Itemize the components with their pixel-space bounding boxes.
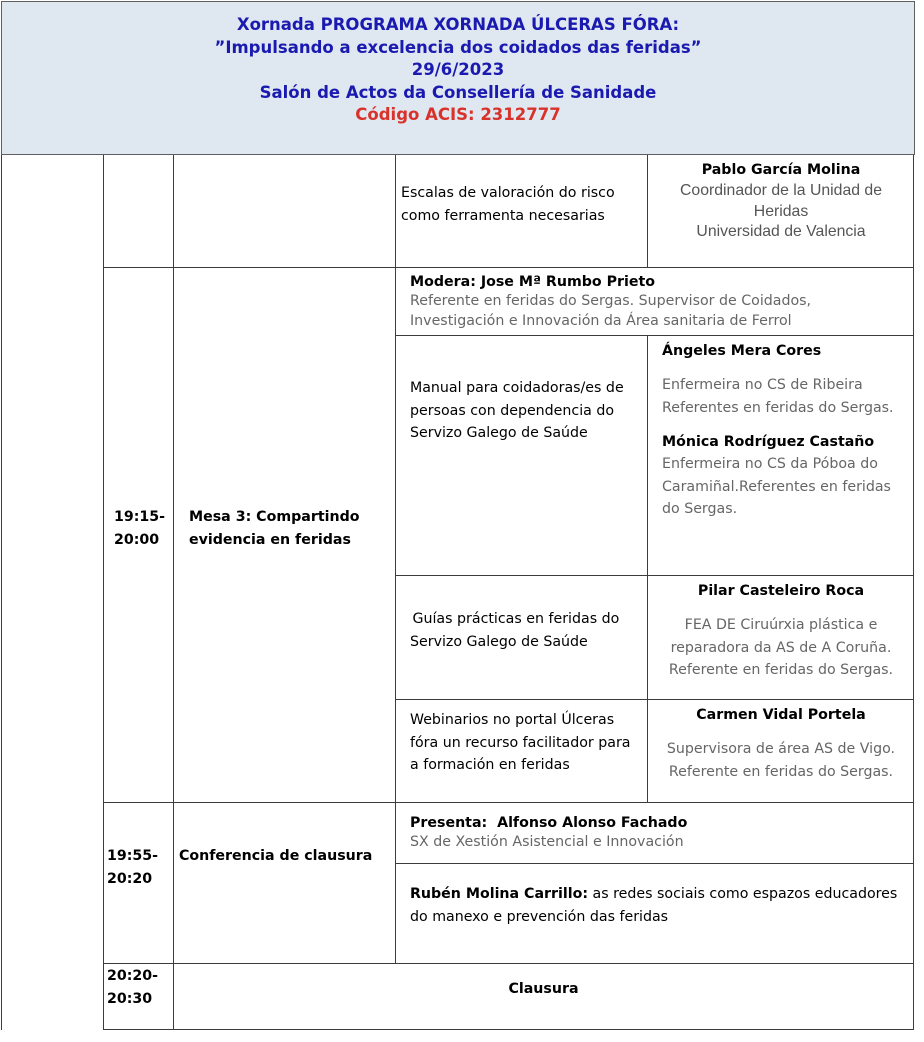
row-separator bbox=[395, 335, 914, 336]
event-date: 29/6/2023 bbox=[411, 60, 505, 79]
row-separator bbox=[103, 802, 914, 803]
lecture-description: Rubén Molina Carrillo: as redes sociais como espazos educadores do manexo e prevención das feridas bbox=[410, 886, 898, 925]
talk-topic: Manual para coidadoras/es de persoas con dependencia do Servizo Galego de Saúde bbox=[410, 380, 624, 441]
closing-title: Clausura bbox=[508, 981, 579, 997]
speaker-role: FEA DE Ciruúrxia plástica e reparadora da AS de A Coruña. Referente en feridas do Sergas. bbox=[668, 617, 894, 678]
talk-topic: Webinarios no portal Úlceras fóra un recurso facilitador para a formación en feridas bbox=[410, 712, 631, 773]
session-title: Conferencia de clausura bbox=[179, 848, 373, 864]
speaker-name: Carmen Vidal Portela bbox=[696, 707, 866, 723]
session-time: 19:15- 20:00 bbox=[114, 509, 166, 548]
event-subtitle: ”Impulsando a excelencia dos coidados das feridas” bbox=[214, 37, 702, 57]
speaker-name: Mónica Rodríguez Castaño bbox=[662, 434, 875, 450]
speaker-role: Coordinador de la Unidad de Heridas Universidad de Valencia bbox=[680, 182, 882, 240]
lecture-speaker: Rubén Molina Carrillo: bbox=[410, 886, 589, 902]
moderator-name: Modera: Jose Mª Rumbo Prieto bbox=[410, 274, 655, 290]
table-divider-session bbox=[173, 155, 174, 1030]
event-title: Xornada PROGRAMA XORNADA ÚLCERAS FÓRA: bbox=[236, 15, 680, 34]
row-separator bbox=[395, 699, 914, 700]
session-title: Mesa 3: Compartindo evidencia en feridas bbox=[189, 509, 360, 548]
talk-topic: Guías prácticas en feridas do Servizo Galego de Saúde bbox=[408, 611, 620, 650]
speaker-name: Ángeles Mera Cores bbox=[662, 343, 822, 359]
session-time: 20:20- 20:30 bbox=[107, 968, 159, 1007]
row-separator bbox=[103, 963, 914, 964]
speaker-name: Pilar Casteleiro Roca bbox=[697, 583, 865, 599]
row-separator bbox=[395, 863, 914, 864]
moderator-role: Referente en feridas do Sergas. Supervisor de Coidados, Investigación e Innovación da Área sanitaria de Ferrol bbox=[410, 293, 812, 329]
table-border-left bbox=[1, 155, 2, 1030]
table-divider-speaker-2 bbox=[647, 335, 648, 802]
table-divider-time bbox=[103, 155, 104, 1030]
lecture-title: as redes sociais como espazos educadores bbox=[588, 886, 898, 902]
acis-code: Código ACIS: 2312777 bbox=[355, 105, 561, 124]
event-header bbox=[1, 1, 915, 155]
speaker-role: Enfermeira no CS da Póboa do Caramiñal.Referentes en feridas do Sergas. bbox=[662, 456, 891, 517]
row-separator bbox=[395, 575, 914, 576]
speaker-name: Pablo García Molina bbox=[701, 162, 861, 178]
row-separator bbox=[103, 267, 914, 268]
presenter-role: SX de Xestión Asistencial e Innovación bbox=[410, 834, 684, 850]
speaker-role: Enfermeira no CS de Ribeira Referentes en feridas do Sergas. bbox=[662, 377, 894, 416]
event-venue: Salón de Actos da Consellería de Sanidade bbox=[259, 82, 657, 102]
table-border-bottom bbox=[103, 1029, 914, 1030]
talk-topic: Escalas de valoración do risco como ferramenta necesarias bbox=[401, 185, 615, 224]
table-divider-topic bbox=[395, 155, 396, 964]
speaker-role: Supervisora de área AS de Vigo. Referente en feridas do Sergas. bbox=[666, 741, 896, 780]
presenter-name: Presenta: Alfonso Alonso Fachado bbox=[410, 815, 688, 831]
session-time: 19:55- 20:20 bbox=[107, 848, 159, 887]
